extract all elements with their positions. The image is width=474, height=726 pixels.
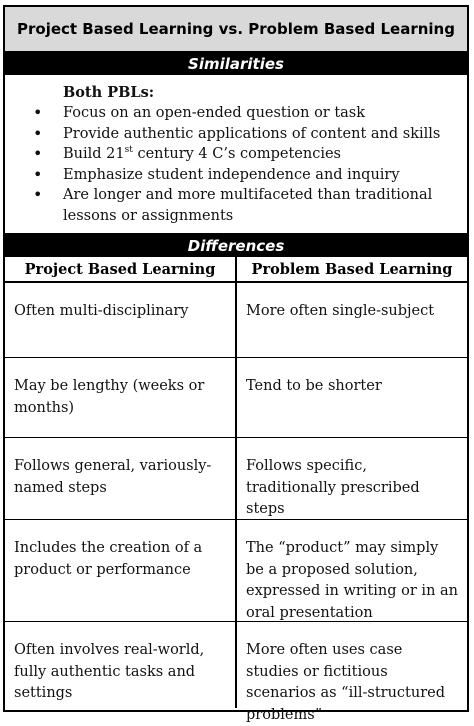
differences-rows	[5, 283, 467, 723]
similarity-item: • Provide authentic applications of content and skills	[27, 124, 459, 145]
comparison-table	[3, 5, 469, 723]
similarity-item: • Emphasize student independence and inquiry	[27, 165, 459, 186]
similarity-item: • Are longer and more multifaceted than traditional lessons or assignments	[27, 185, 459, 226]
project-column-header: Project Based Learning	[5, 257, 237, 281]
project-cell: Often multi-disciplinary	[5, 283, 237, 357]
problem-cell: More often single-subject	[246, 303, 435, 319]
table-row	[5, 622, 467, 723]
similarities-section	[5, 75, 467, 235]
problem-cell: Follows specific, traditionally prescribed steps	[246, 458, 420, 517]
project-cell: Follows general, variously-named steps	[5, 438, 237, 519]
problem-cell: More often uses case studies or fictitious scenarios as “ill-structured problems”	[246, 642, 446, 723]
project-cell: Includes the creation of a product or performance	[5, 520, 237, 621]
problem-column-header: Problem Based Learning	[251, 260, 453, 278]
differences-header-row	[5, 257, 467, 283]
problem-cell: Tend to be shorter	[246, 378, 382, 394]
table-row	[5, 283, 467, 358]
table-row	[5, 438, 467, 520]
table-title: Project Based Learning vs. Problem Based Learning	[5, 7, 467, 53]
similarities-band: Similarities	[5, 53, 467, 75]
similarity-item: • Focus on an open-ended question or task	[27, 103, 459, 124]
similarities-list	[27, 103, 459, 226]
project-cell: Often involves real-world, fully authentic tasks and settings	[5, 622, 237, 708]
similarities-heading: Both PBLs:	[63, 84, 155, 101]
problem-cell: The “product” may simply be a proposed solution, expressed in writing or in an oral presentation	[246, 540, 459, 621]
table-row	[5, 520, 467, 622]
differences-band: Differences	[5, 235, 467, 257]
similarity-item: • Build 21st century 4 C’s competencies	[27, 144, 459, 165]
project-cell: May be lengthy (weeks or months)	[5, 358, 237, 437]
table-row	[5, 358, 467, 438]
